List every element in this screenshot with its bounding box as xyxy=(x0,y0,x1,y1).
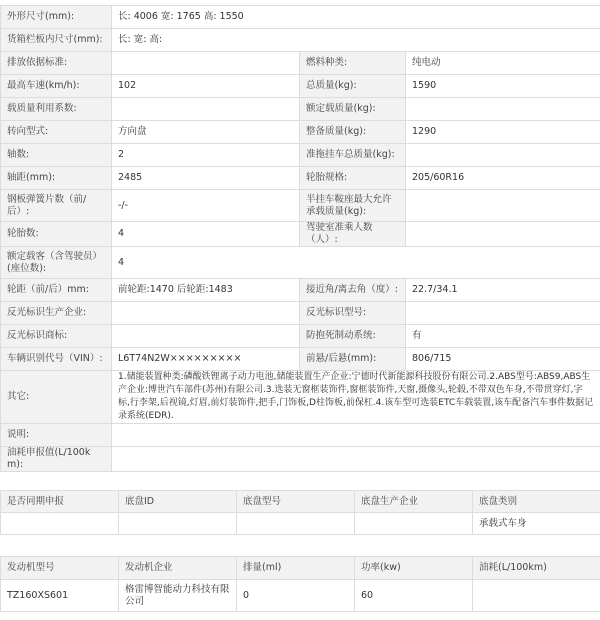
param-label: 轮胎规格: xyxy=(300,167,406,190)
table-row xyxy=(1,325,600,348)
param-label: 燃料种类: xyxy=(300,52,406,75)
param-label: 防抱死制动系统: xyxy=(300,325,406,348)
param-label: 钢板弹簧片数（前/后）: xyxy=(1,190,112,222)
column-header: 发动机型号 xyxy=(1,557,119,580)
param-label: 轴距(mm): xyxy=(1,167,112,190)
param-value: 有 xyxy=(406,325,600,348)
param-label: 转向型式: xyxy=(1,121,112,144)
table-row xyxy=(1,29,600,52)
param-value xyxy=(112,447,600,472)
table-header-row xyxy=(1,491,600,513)
param-label: 车辆识别代号（VIN）: xyxy=(1,348,112,371)
param-label: 反光标识生产企业: xyxy=(1,302,112,325)
param-value xyxy=(406,302,600,325)
engine-table xyxy=(0,556,600,612)
param-value: 前轮距:1470 后轮距:1483 xyxy=(112,279,300,302)
table-cell xyxy=(355,513,473,535)
param-value xyxy=(406,190,600,222)
param-label: 半挂车鞍座最大允许承载质量(kg): xyxy=(300,190,406,222)
param-value: 方向盘 xyxy=(112,121,300,144)
column-header: 发动机企业 xyxy=(119,557,237,580)
table-row xyxy=(1,348,600,371)
table-cell: 60 xyxy=(355,580,473,612)
param-value: 205/60R16 xyxy=(406,167,600,190)
column-header: 排量(ml) xyxy=(237,557,355,580)
column-header: 底盘ID xyxy=(119,491,237,513)
column-header: 底盘类别 xyxy=(473,491,600,513)
column-header: 底盘型号 xyxy=(237,491,355,513)
param-label: 轮胎数: xyxy=(1,222,112,247)
param-value: 22.7/34.1 xyxy=(406,279,600,302)
param-value: 长: 4006 宽: 1765 高: 1550 xyxy=(112,6,600,29)
column-header: 是否同期申报 xyxy=(1,491,119,513)
table-cell: 格雷博智能动力科技有限公司 xyxy=(119,580,237,612)
param-value xyxy=(112,98,300,121)
param-value xyxy=(112,52,300,75)
table-row xyxy=(1,580,600,612)
table-row xyxy=(1,6,600,29)
column-header: 油耗(L/100km) xyxy=(473,557,600,580)
param-value: 102 xyxy=(112,75,300,98)
param-label: 货箱栏板内尺寸(mm): xyxy=(1,29,112,52)
param-label: 轮距（前/后）mm: xyxy=(1,279,112,302)
table-header-row xyxy=(1,557,600,580)
param-value xyxy=(112,325,300,348)
param-value: -/- xyxy=(112,190,300,222)
table-cell: TZ160XS601 xyxy=(1,580,119,612)
param-label: 额定载客（含驾驶员）(座位数): xyxy=(1,247,112,279)
param-value: 4 xyxy=(112,247,600,279)
param-label: 轴数: xyxy=(1,144,112,167)
column-header: 底盘生产企业 xyxy=(355,491,473,513)
param-value xyxy=(406,222,600,247)
param-label: 油耗申报值(L/100km): xyxy=(1,447,112,472)
table-row xyxy=(1,279,600,302)
param-label: 前悬/后悬(mm): xyxy=(300,348,406,371)
param-value: 长: 宽: 高: xyxy=(112,29,600,52)
table-row xyxy=(1,302,600,325)
param-label: 反光标识商标: xyxy=(1,325,112,348)
table-cell: 承载式车身 xyxy=(473,513,600,535)
param-value: 1290 xyxy=(406,121,600,144)
chassis-table xyxy=(0,490,600,535)
param-label: 外形尺寸(mm): xyxy=(1,6,112,29)
param-value: 1.储能装置种类:磷酸铁锂离子动力电池,储能装置生产企业:宁德时代新能源科技股份有限公司.2.ABS型号:ABS9,ABS生产企业:博世汽车部件(苏州)有限公司.3.选装无窗框装饰件,窗框装饰件,天窗,摄像头,轮毂,不带双色车身,不带贯穿灯,字标,行李架,后视镜,灯眉,前灯装饰件,把手,门饰板,D柱饰板,前保杠.4.该车型可选装ETC车载装置,该车配备汽车事件数据记录系统(EDR). xyxy=(112,371,600,424)
table-cell xyxy=(237,513,355,535)
param-value: L6T74N2W××××××××× xyxy=(112,348,300,371)
table-row xyxy=(1,144,600,167)
table-cell xyxy=(473,580,600,612)
param-label: 反光标识型号: xyxy=(300,302,406,325)
param-label: 其它: xyxy=(1,371,112,424)
table-row xyxy=(1,513,600,535)
table-cell: 0 xyxy=(237,580,355,612)
table-row xyxy=(1,424,600,447)
param-value: 4 xyxy=(112,222,300,247)
param-label: 总质量(kg): xyxy=(300,75,406,98)
param-label: 最高车速(km/h): xyxy=(1,75,112,98)
table-row xyxy=(1,75,600,98)
param-value xyxy=(406,98,600,121)
param-value: 2485 xyxy=(112,167,300,190)
vehicle-params-table xyxy=(0,5,600,472)
table-row xyxy=(1,247,600,279)
param-value: 纯电动 xyxy=(406,52,600,75)
param-label: 额定载质量(kg): xyxy=(300,98,406,121)
param-value: 806/715 xyxy=(406,348,600,371)
param-label: 说明: xyxy=(1,424,112,447)
table-row xyxy=(1,121,600,144)
param-value: 2 xyxy=(112,144,300,167)
param-label: 排放依据标准: xyxy=(1,52,112,75)
param-label: 接近角/离去角（度）: xyxy=(300,279,406,302)
column-header: 功率(kw) xyxy=(355,557,473,580)
table-cell xyxy=(1,513,119,535)
table-row xyxy=(1,52,600,75)
table-row xyxy=(1,167,600,190)
param-label: 驾驶室准乘人数（人）: xyxy=(300,222,406,247)
table-row xyxy=(1,98,600,121)
param-value xyxy=(406,144,600,167)
table-cell xyxy=(119,513,237,535)
table-row xyxy=(1,190,600,222)
table-row xyxy=(1,447,600,472)
table-row xyxy=(1,371,600,424)
param-value: 1590 xyxy=(406,75,600,98)
param-label: 载质量利用系数: xyxy=(1,98,112,121)
param-value xyxy=(112,302,300,325)
param-value xyxy=(112,424,600,447)
table-row xyxy=(1,222,600,247)
param-label: 准拖挂车总质量(kg): xyxy=(300,144,406,167)
param-label: 整备质量(kg): xyxy=(300,121,406,144)
